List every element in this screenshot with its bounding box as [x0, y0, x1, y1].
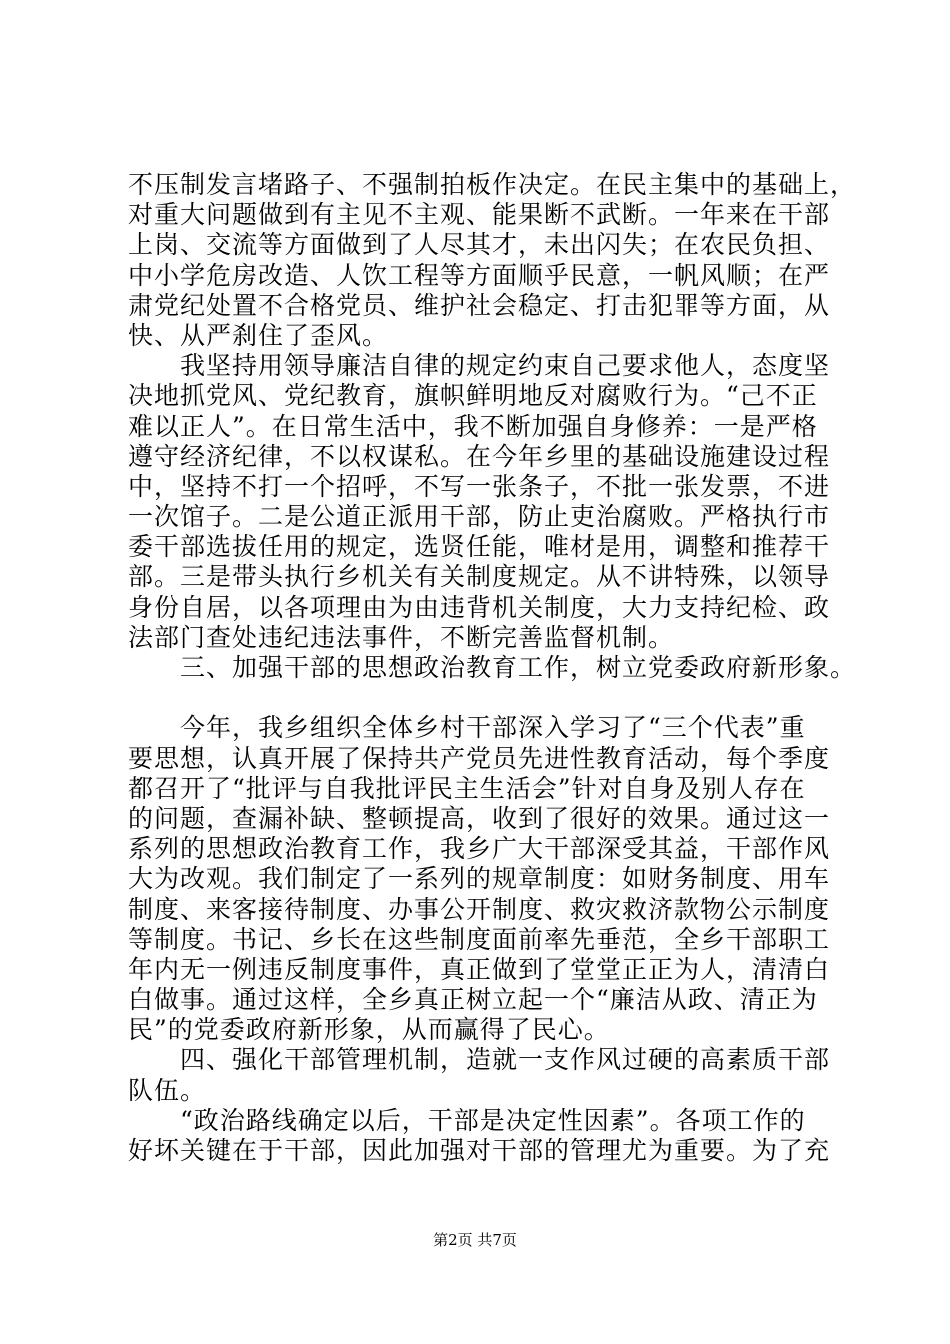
text-line: 制度、来客接待制度、办事公开制度、救灾救济款物公示制度: [128, 894, 831, 924]
text-line: 一次馆子。二是公道正派用干部，防止吏治腐败。严格执行市: [128, 502, 831, 532]
text-line: 法部门查处违纪违法事件，不断完善监督机制。: [128, 622, 675, 652]
text-line: 四、强化干部管理机制，造就一支作风过硬的高素质干部: [128, 1045, 831, 1075]
text-line: 难以正人”。在日常生活中，我不断加强自身修养：一是严格: [128, 411, 818, 441]
text-line: 三、加强干部的思想政治教育工作，树立党委政府新形象。: [128, 653, 857, 682]
blank-line: [128, 683, 828, 713]
text-line: 遵守经济纪律，不以权谋私。在今年乡里的基础设施建设过程: [128, 441, 831, 471]
text-line: 快、从严刹住了歪风。: [128, 320, 389, 350]
text-line: 好坏关键在于干部，因此加强对干部的管理尤为重要。为了充: [128, 1136, 831, 1165]
text-line: 要思想，认真开展了保持共产党员先进性教育活动，每个季度: [128, 743, 831, 773]
text-line: 大为改观。我们制定了一系列的规章制度：如财务制度、用车: [128, 864, 831, 894]
text-line: 身份自居，以各项理由为由违背机关制度，大力支持纪检、政: [128, 592, 831, 622]
text-line: 的问题，查漏补缺、整顿提高，收到了很好的效果。通过这一: [128, 803, 831, 833]
text-line: “政治路线确定以后，干部是决定性因素”。各项工作的: [128, 1105, 806, 1135]
text-line: 中小学危房改造、人饮工程等方面顺乎民意，一帆风顺；在严: [128, 260, 831, 290]
text-line: 中，坚持不打一个招呼，不写一张条子，不批一张发票，不进: [128, 471, 831, 501]
text-line: 今年，我乡组织全体乡村干部深入学习了“三个代表”重: [128, 713, 806, 743]
text-line: 年内无一例违反制度事件，真正做到了堂堂正正为人，清清白: [128, 954, 831, 984]
text-line: 委干部选拔任用的规定，选贤任能，唯材是用，调整和推荐干: [128, 532, 831, 562]
text-line: 队伍。: [128, 1075, 207, 1105]
text-line: 不压制发言堵路子、不强制拍板作决定。在民主集中的基础上，: [128, 170, 857, 199]
page-footer: 第2页 共7页: [433, 1231, 517, 1249]
text-line: 对重大问题做到有主见不主观、能果断不武断。一年来在干部: [128, 200, 831, 230]
text-line: 等制度。书记、乡长在这些制度面前率先垂范，全乡干部职工: [128, 924, 831, 954]
text-line: 民”的党委政府新形象，从而赢得了民心。: [128, 1015, 610, 1045]
text-line: 决地抓党风、党纪教育，旗帜鲜明地反对腐败行为。“己不正: [128, 381, 818, 411]
text-line: 上岗、交流等方面做到了人尽其才，未出闪失；在农民负担、: [128, 230, 831, 260]
text-line: 部。三是带头执行乡机关有关制度规定。从不讲特殊，以领导: [128, 562, 831, 592]
text-line: 我坚持用领导廉洁自律的规定约束自己要求他人，态度坚: [128, 351, 831, 381]
body-text: [128, 170, 857, 1166]
text-line: 都召开了“批评与自我批评民主生活会”针对自身及别人存在: [128, 773, 806, 803]
text-line: 肃党纪处置不合格党员、维护社会稳定、打击犯罪等方面，从: [128, 290, 831, 320]
text-line: 白做事。通过这样，全乡真正树立起一个“廉洁从政、清正为: [128, 985, 818, 1015]
text-line: 系列的思想政治教育工作，我乡广大干部深受其益，干部作风: [128, 834, 831, 864]
